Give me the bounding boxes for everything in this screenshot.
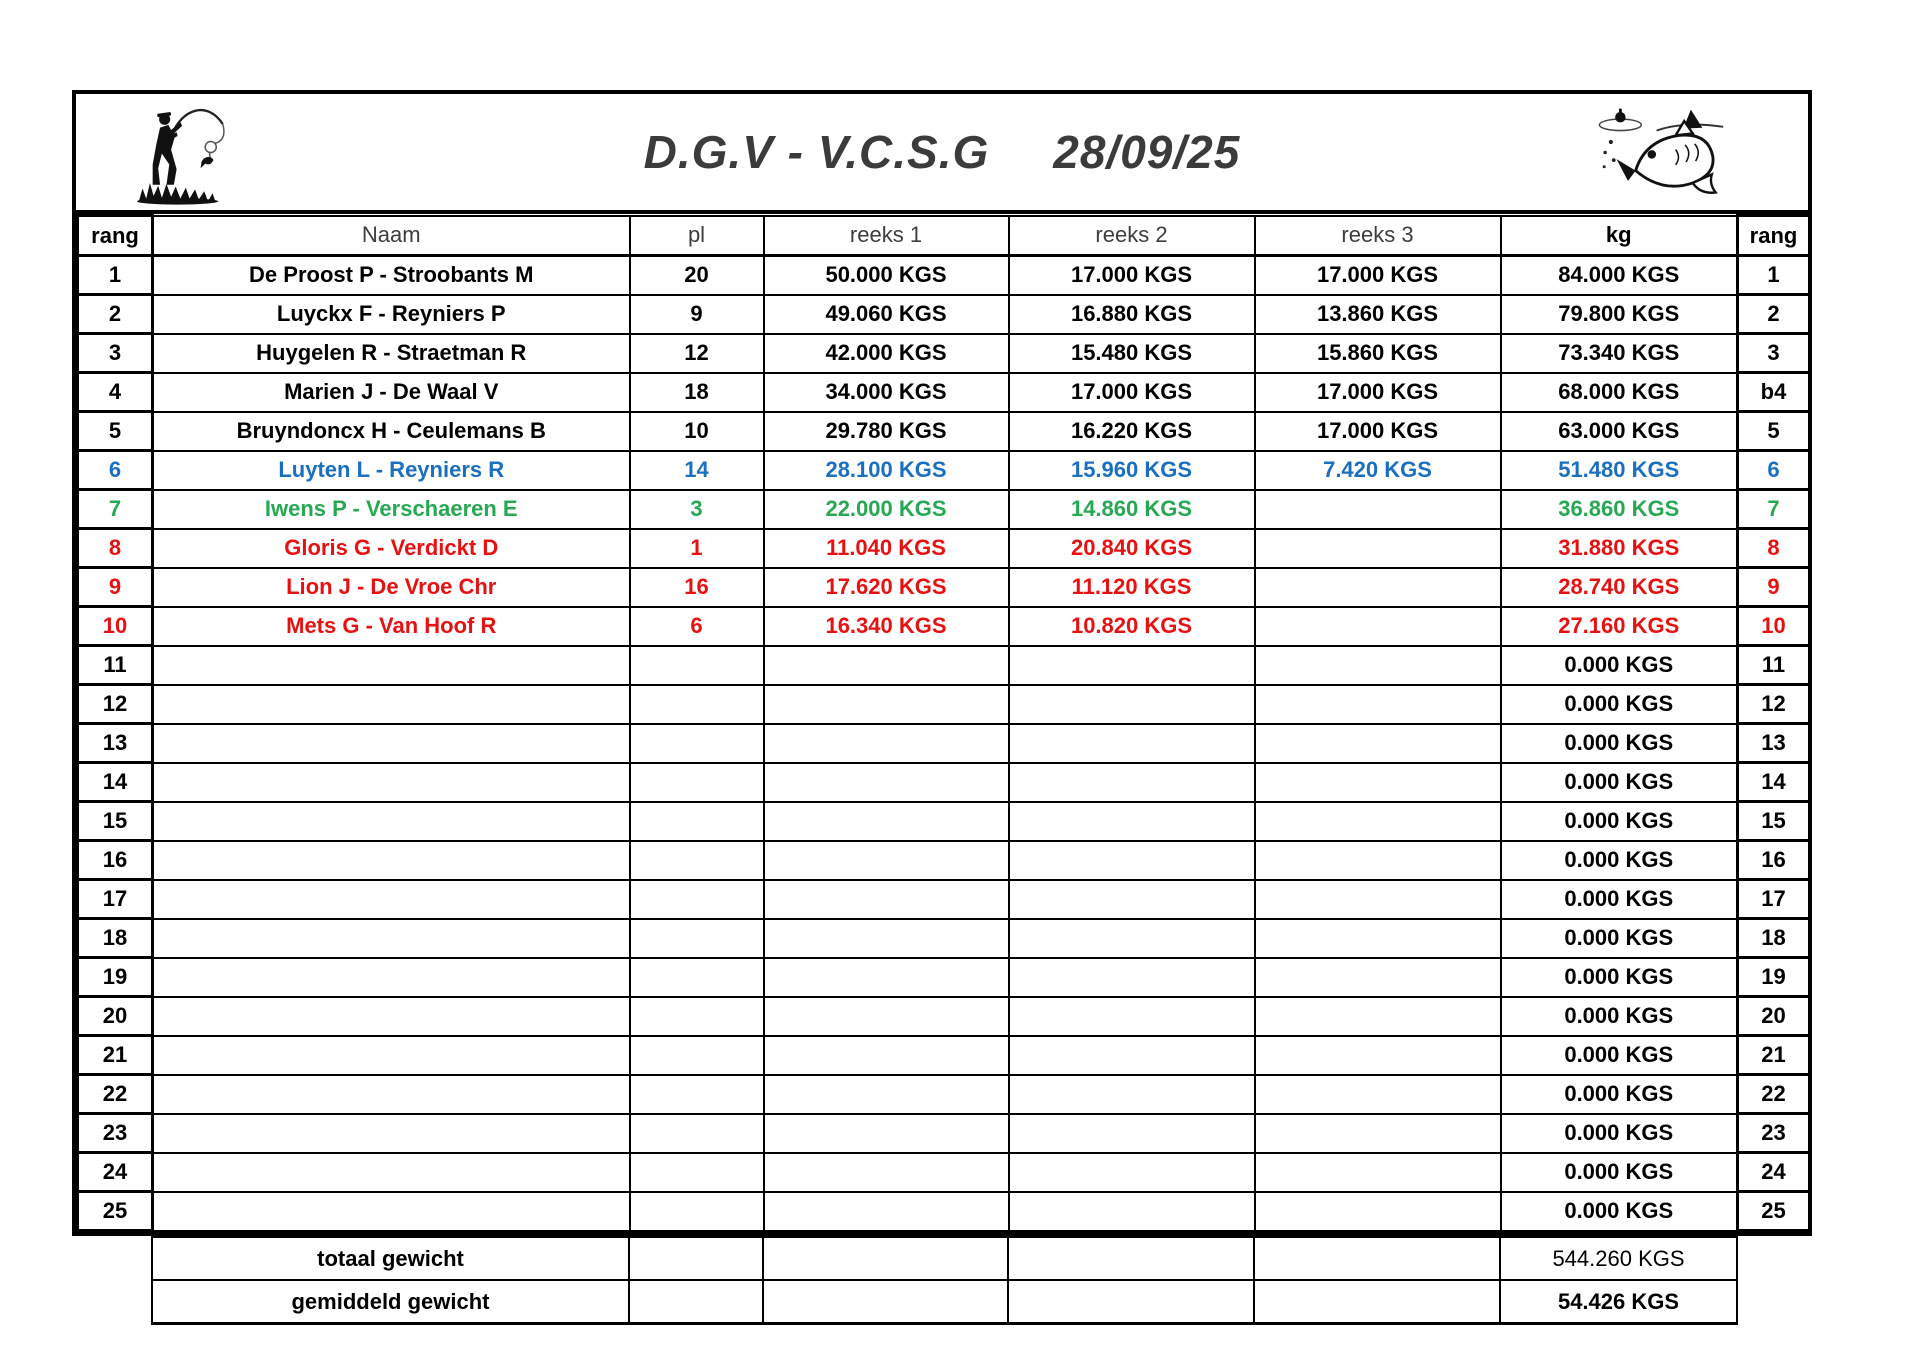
header-round2: reeks 2 [1009,216,1255,256]
rank-right-cell: 10 [1738,607,1810,646]
round1-weight-cell [764,685,1009,724]
rank-left-cell: 17 [78,880,153,919]
team-name-cell: Huygelen R - Straetman R [153,334,630,373]
rank-right-cell: 21 [1738,1036,1810,1075]
round1-weight-cell [764,1036,1009,1075]
total-weight-cell: 0.000 KGS [1501,1075,1738,1114]
round2-weight-cell [1009,919,1255,958]
draw-number-cell [630,1036,764,1075]
sheet-frame [72,90,1812,1236]
rank-right-cell: 16 [1738,841,1810,880]
round2-weight-cell: 16.220 KGS [1009,412,1255,451]
round3-weight-cell [1255,490,1501,529]
draw-number-cell [630,841,764,880]
rank-right-cell: 25 [1738,1192,1810,1231]
team-name-cell: Luyten L - Reyniers R [153,451,630,490]
total-weight-cell: 0.000 KGS [1501,724,1738,763]
round2-weight-cell [1009,1192,1255,1231]
total-weight-cell: 63.000 KGS [1501,412,1738,451]
round1-weight-cell [764,1192,1009,1231]
table-row [78,802,1810,841]
round1-weight-cell: 34.000 KGS [764,373,1009,412]
total-weight-cell: 0.000 KGS [1501,958,1738,997]
round2-weight-cell [1009,724,1255,763]
empty-cell [1254,1237,1500,1280]
rank-right-cell: 6 [1738,451,1810,490]
team-name-cell: De Proost P - Stroobants M [153,256,630,295]
total-weight-cell: 0.000 KGS [1501,1114,1738,1153]
round2-weight-cell: 17.000 KGS [1009,256,1255,295]
rank-right-cell: 14 [1738,763,1810,802]
total-weight-cell: 36.860 KGS [1501,490,1738,529]
round1-weight-cell: 42.000 KGS [764,334,1009,373]
table-row [78,997,1810,1036]
team-name-cell [153,997,630,1036]
team-name-cell: Iwens P - Verschaeren E [153,490,630,529]
round2-weight-cell: 11.120 KGS [1009,568,1255,607]
team-name-cell [153,802,630,841]
table-row [78,568,1810,607]
draw-number-cell [630,1192,764,1231]
draw-number-cell [630,802,764,841]
rank-right-cell: 12 [1738,685,1810,724]
table-row [78,295,1810,334]
rank-left-cell: 14 [78,763,153,802]
round1-weight-cell [764,919,1009,958]
total-weight-cell: 27.160 KGS [1501,607,1738,646]
round3-weight-cell [1255,685,1501,724]
table-row [78,646,1810,685]
team-name-cell [153,763,630,802]
team-name-cell: Luyckx F - Reyniers P [153,295,630,334]
rank-right-cell: 11 [1738,646,1810,685]
table-row [78,1153,1810,1192]
round3-weight-cell [1255,997,1501,1036]
round1-weight-cell [764,763,1009,802]
event-date: 28/09/25 [1053,126,1241,178]
rank-left-cell: 22 [78,1075,153,1114]
total-weight-cell: 0.000 KGS [1501,1036,1738,1075]
round3-weight-cell [1255,1075,1501,1114]
round3-weight-cell [1255,724,1501,763]
round1-weight-cell [764,1114,1009,1153]
rank-left-cell: 16 [78,841,153,880]
total-weight-cell: 0.000 KGS [1501,685,1738,724]
draw-number-cell [630,1075,764,1114]
round1-weight-cell [764,646,1009,685]
draw-number-cell: 18 [630,373,764,412]
empty-cell [763,1237,1008,1280]
team-name-cell: Bruyndoncx H - Ceulemans B [153,412,630,451]
rank-right-cell: 8 [1738,529,1810,568]
total-weight-cell: 79.800 KGS [1501,295,1738,334]
round1-weight-cell [764,1075,1009,1114]
rank-right-cell: 15 [1738,802,1810,841]
round3-weight-cell [1255,763,1501,802]
table-row [78,451,1810,490]
round2-weight-cell [1009,763,1255,802]
rank-left-cell: 21 [78,1036,153,1075]
round3-weight-cell: 17.000 KGS [1255,412,1501,451]
empty-cell [629,1237,763,1280]
rank-left-cell: 12 [78,685,153,724]
round1-weight-cell: 22.000 KGS [764,490,1009,529]
round1-weight-cell: 29.780 KGS [764,412,1009,451]
round3-weight-cell [1255,1036,1501,1075]
title-band [76,94,1808,214]
total-weight-cell: 0.000 KGS [1501,646,1738,685]
rank-right-cell: 2 [1738,295,1810,334]
total-weight-cell: 0.000 KGS [1501,763,1738,802]
round1-weight-cell [764,724,1009,763]
draw-number-cell [630,646,764,685]
round1-weight-cell [764,841,1009,880]
team-name-cell [153,685,630,724]
team-name-cell: Gloris G - Verdickt D [153,529,630,568]
round1-weight-cell: 16.340 KGS [764,607,1009,646]
round3-weight-cell [1255,841,1501,880]
team-name-cell [153,1075,630,1114]
rank-right-cell: 9 [1738,568,1810,607]
round3-weight-cell [1255,529,1501,568]
rank-right-cell: 18 [1738,919,1810,958]
round2-weight-cell [1009,1114,1255,1153]
table-row [78,1036,1810,1075]
rank-left-cell: 6 [78,451,153,490]
average-weight-label: gemiddeld gewicht [152,1280,629,1324]
draw-number-cell [630,958,764,997]
header-round1: reeks 1 [764,216,1009,256]
header-rank-right: rang [1738,216,1810,256]
round3-weight-cell [1255,880,1501,919]
team-name-cell: Lion J - De Vroe Chr [153,568,630,607]
rank-left-cell: 2 [78,295,153,334]
draw-number-cell [630,724,764,763]
table-row [78,1075,1810,1114]
round3-weight-cell [1255,802,1501,841]
round3-weight-cell [1255,607,1501,646]
draw-number-cell: 9 [630,295,764,334]
rank-left-cell: 8 [78,529,153,568]
total-weight-cell: 31.880 KGS [1501,529,1738,568]
draw-number-cell [630,1153,764,1192]
team-name-cell [153,646,630,685]
round1-weight-cell [764,1153,1009,1192]
total-weight-cell: 0.000 KGS [1501,997,1738,1036]
rank-left-cell: 24 [78,1153,153,1192]
rank-left-cell: 25 [78,1192,153,1231]
total-weight-cell: 73.340 KGS [1501,334,1738,373]
rank-left-cell: 7 [78,490,153,529]
round3-weight-cell [1255,1153,1501,1192]
draw-number-cell: 10 [630,412,764,451]
table-row [78,412,1810,451]
draw-number-cell: 1 [630,529,764,568]
round2-weight-cell: 20.840 KGS [1009,529,1255,568]
rank-left-cell: 3 [78,334,153,373]
table-row [78,763,1810,802]
rank-left-cell: 10 [78,607,153,646]
table-row [78,919,1810,958]
total-weight-row [152,1237,1737,1280]
round1-weight-cell [764,802,1009,841]
rank-left-cell: 19 [78,958,153,997]
rank-left-cell: 9 [78,568,153,607]
draw-number-cell: 16 [630,568,764,607]
header-kg: kg [1501,216,1738,256]
rank-left-cell: 15 [78,802,153,841]
table-row [78,529,1810,568]
round2-weight-cell [1009,880,1255,919]
rank-right-cell: 7 [1738,490,1810,529]
table-row [78,607,1810,646]
rank-left-cell: 1 [78,256,153,295]
draw-number-cell [630,880,764,919]
draw-number-cell: 14 [630,451,764,490]
table-row [78,724,1810,763]
totals-table [151,1236,1738,1325]
round2-weight-cell: 10.820 KGS [1009,607,1255,646]
total-weight-cell: 51.480 KGS [1501,451,1738,490]
rank-right-cell: 17 [1738,880,1810,919]
round1-weight-cell: 50.000 KGS [764,256,1009,295]
rank-left-cell: 4 [78,373,153,412]
team-name-cell [153,724,630,763]
average-weight-value: 54.426 KGS [1500,1280,1737,1324]
empty-cell [1254,1280,1500,1324]
total-weight-cell: 0.000 KGS [1501,880,1738,919]
rank-left-cell: 20 [78,997,153,1036]
round2-weight-cell: 17.000 KGS [1009,373,1255,412]
total-weight-cell: 0.000 KGS [1501,1192,1738,1231]
table-row [78,841,1810,880]
rank-left-cell: 11 [78,646,153,685]
average-weight-row [152,1280,1737,1324]
total-weight-label: totaal gewicht [152,1237,629,1280]
team-name-cell [153,1036,630,1075]
header-row [78,216,1810,256]
draw-number-cell: 20 [630,256,764,295]
empty-cell [629,1280,763,1324]
rank-right-cell: 24 [1738,1153,1810,1192]
draw-number-cell [630,997,764,1036]
header-name: Naam [153,216,630,256]
round2-weight-cell [1009,646,1255,685]
round3-weight-cell: 17.000 KGS [1255,373,1501,412]
round1-weight-cell [764,997,1009,1036]
team-name-cell [153,1192,630,1231]
round2-weight-cell [1009,997,1255,1036]
round1-weight-cell: 11.040 KGS [764,529,1009,568]
round3-weight-cell [1255,1192,1501,1231]
header-draw: pl [630,216,764,256]
table-row [78,373,1810,412]
total-weight-cell: 84.000 KGS [1501,256,1738,295]
team-name-cell [153,880,630,919]
round2-weight-cell [1009,1153,1255,1192]
team-name-cell [153,1114,630,1153]
round2-weight-cell: 16.880 KGS [1009,295,1255,334]
total-weight-cell: 0.000 KGS [1501,841,1738,880]
rank-left-cell: 13 [78,724,153,763]
fish-logo [1590,102,1746,202]
table-row [78,880,1810,919]
team-name-cell [153,841,630,880]
header-rank-left: rang [78,216,153,256]
table-row [78,334,1810,373]
round3-weight-cell: 15.860 KGS [1255,334,1501,373]
round2-weight-cell [1009,685,1255,724]
rank-right-cell: 19 [1738,958,1810,997]
empty-cell [1008,1237,1254,1280]
page-title [644,125,1241,179]
team-name-cell [153,1153,630,1192]
table-row [78,1114,1810,1153]
round1-weight-cell: 17.620 KGS [764,568,1009,607]
round2-weight-cell: 15.960 KGS [1009,451,1255,490]
round2-weight-cell: 15.480 KGS [1009,334,1255,373]
rank-right-cell: 1 [1738,256,1810,295]
rank-right-cell: 5 [1738,412,1810,451]
round1-weight-cell [764,958,1009,997]
table-row [78,958,1810,997]
round1-weight-cell [764,880,1009,919]
team-name-cell [153,958,630,997]
round3-weight-cell [1255,1114,1501,1153]
rank-right-cell: 20 [1738,997,1810,1036]
round2-weight-cell [1009,1036,1255,1075]
rank-left-cell: 23 [78,1114,153,1153]
round2-weight-cell: 14.860 KGS [1009,490,1255,529]
rank-left-cell: 5 [78,412,153,451]
round3-weight-cell: 13.860 KGS [1255,295,1501,334]
table-row [78,1192,1810,1231]
draw-number-cell: 3 [630,490,764,529]
table-row [78,490,1810,529]
draw-number-cell: 6 [630,607,764,646]
draw-number-cell [630,919,764,958]
rank-right-cell: 23 [1738,1114,1810,1153]
table-row [78,256,1810,295]
round2-weight-cell [1009,958,1255,997]
team-name-cell: Mets G - Van Hoof R [153,607,630,646]
results-table [76,214,1811,1232]
round2-weight-cell [1009,1075,1255,1114]
draw-number-cell [630,685,764,724]
empty-cell [1008,1280,1254,1324]
round3-weight-cell: 7.420 KGS [1255,451,1501,490]
empty-cell [763,1280,1008,1324]
total-weight-value: 544.260 KGS [1500,1237,1737,1280]
table-row [78,685,1810,724]
round3-weight-cell [1255,919,1501,958]
total-weight-cell: 0.000 KGS [1501,802,1738,841]
club-title: D.G.V - V.C.S.G [643,126,990,178]
round2-weight-cell [1009,802,1255,841]
total-weight-cell: 0.000 KGS [1501,919,1738,958]
round1-weight-cell: 49.060 KGS [764,295,1009,334]
round2-weight-cell [1009,841,1255,880]
round3-weight-cell [1255,958,1501,997]
rank-right-cell: 22 [1738,1075,1810,1114]
total-weight-cell: 68.000 KGS [1501,373,1738,412]
team-name-cell: Marien J - De Waal V [153,373,630,412]
draw-number-cell [630,763,764,802]
total-weight-cell: 28.740 KGS [1501,568,1738,607]
total-weight-cell: 0.000 KGS [1501,1153,1738,1192]
draw-number-cell [630,1114,764,1153]
round3-weight-cell [1255,568,1501,607]
round3-weight-cell [1255,646,1501,685]
rank-right-cell: 13 [1738,724,1810,763]
draw-number-cell: 12 [630,334,764,373]
round1-weight-cell: 28.100 KGS [764,451,1009,490]
header-round3: reeks 3 [1255,216,1501,256]
rank-right-cell: 3 [1738,334,1810,373]
rank-left-cell: 18 [78,919,153,958]
rank-right-cell: b4 [1738,373,1810,412]
fisherman-logo [132,100,236,206]
round3-weight-cell: 17.000 KGS [1255,256,1501,295]
team-name-cell [153,919,630,958]
